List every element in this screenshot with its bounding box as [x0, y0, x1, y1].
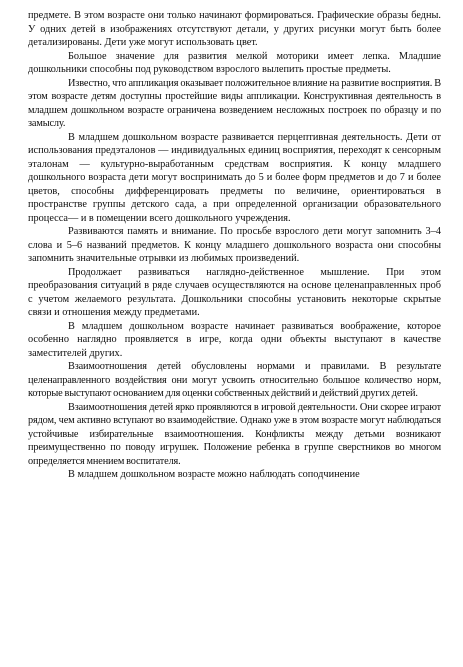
- paragraph-perception: В младшем дошкольном возрасте развивается перцептивная деятельность. Дети от использования предэталонов — индивидуальных единиц восприятия, переходят к сенсорным эталонам — культурно-выработанным средствам восприятия. К концу младшего дошкольного возраста дети могут воспринимать до 5 и более форм предметов и до 7 и более цветов, способны дифференцировать предметы по величине, ориентироваться в пространстве группы детского сада, а при определенной организации образовательного процесса— и в помещении всего дошкольного учреждения.: [28, 131, 441, 224]
- paragraph-relationships: Взаимоотношения детей ярко проявляются в игровой деятельности. Они скорее играют рядом, чем активно вступают во взаимодействие. Однако уже в этом возрасте могут наблюдаться устойчивые избирательные взаимоотношения. Конфликты между детьми возникают преимущественно по поводу игрушек. Положение ребенка в группе сверстников во многом определяется мнением воспитателя.: [28, 401, 441, 467]
- paragraph-subordination: В младшем дошкольном возрасте можно наблюдать соподчинение: [68, 469, 360, 480]
- paragraph-thinking: Продолжает развиваться наглядно-действенное мышление. При этом преобразования ситуаций в ряде случаев осуществляются на основе целенаправленных проб с учетом желаемого результата. Дошкольники способны установить некоторые скрытые связи и отношения между предметами.: [28, 266, 441, 318]
- paragraph-imagination: В младшем дошкольном возрасте начинает развиваться воображение, которое особенно наглядно проявляется в игре, когда одни объекты выступают в качестве заместителей других.: [28, 320, 441, 359]
- paragraph-drawing: предмете. В этом возрасте они только начинают формироваться. Графические образы бедны. У одних детей в изображениях отсутствуют детали, у других рисунки могут быть более детализированы. Дети уже могут использовать цвет.: [28, 10, 441, 48]
- paragraph-applique: Известно, что аппликация оказывает положительное влияние на развитие восприятия. В этом возрасте детям доступны простейшие виды аппликации. Конструктивная деятельность в младшем дошкольном возрасте ограничена возведением несложных построек по образцу и по замыслу.: [28, 77, 441, 129]
- paragraph-norms: Взаимоотношения детей обусловлены нормами и правилами. В результате целенаправленного воздействия они могут усвоить относительно большое количество норм, которые выступают основанием для оценки собственных действий и действий других детей.: [28, 361, 441, 399]
- paragraph-modeling: Большое значение для развития мелкой моторики имеет лепка. Младшие дошкольники способны под руководством взрослого вылепить простые предметы.: [28, 50, 441, 75]
- paragraph-memory-attention: Развиваются память и внимание. По просьбе взрослого дети могут запомнить 3–4 слова и 5–6 названий предметов. К концу младшего дошкольного возраста они способны запомнить значительные отрывки из любимых произведений.: [28, 226, 441, 264]
